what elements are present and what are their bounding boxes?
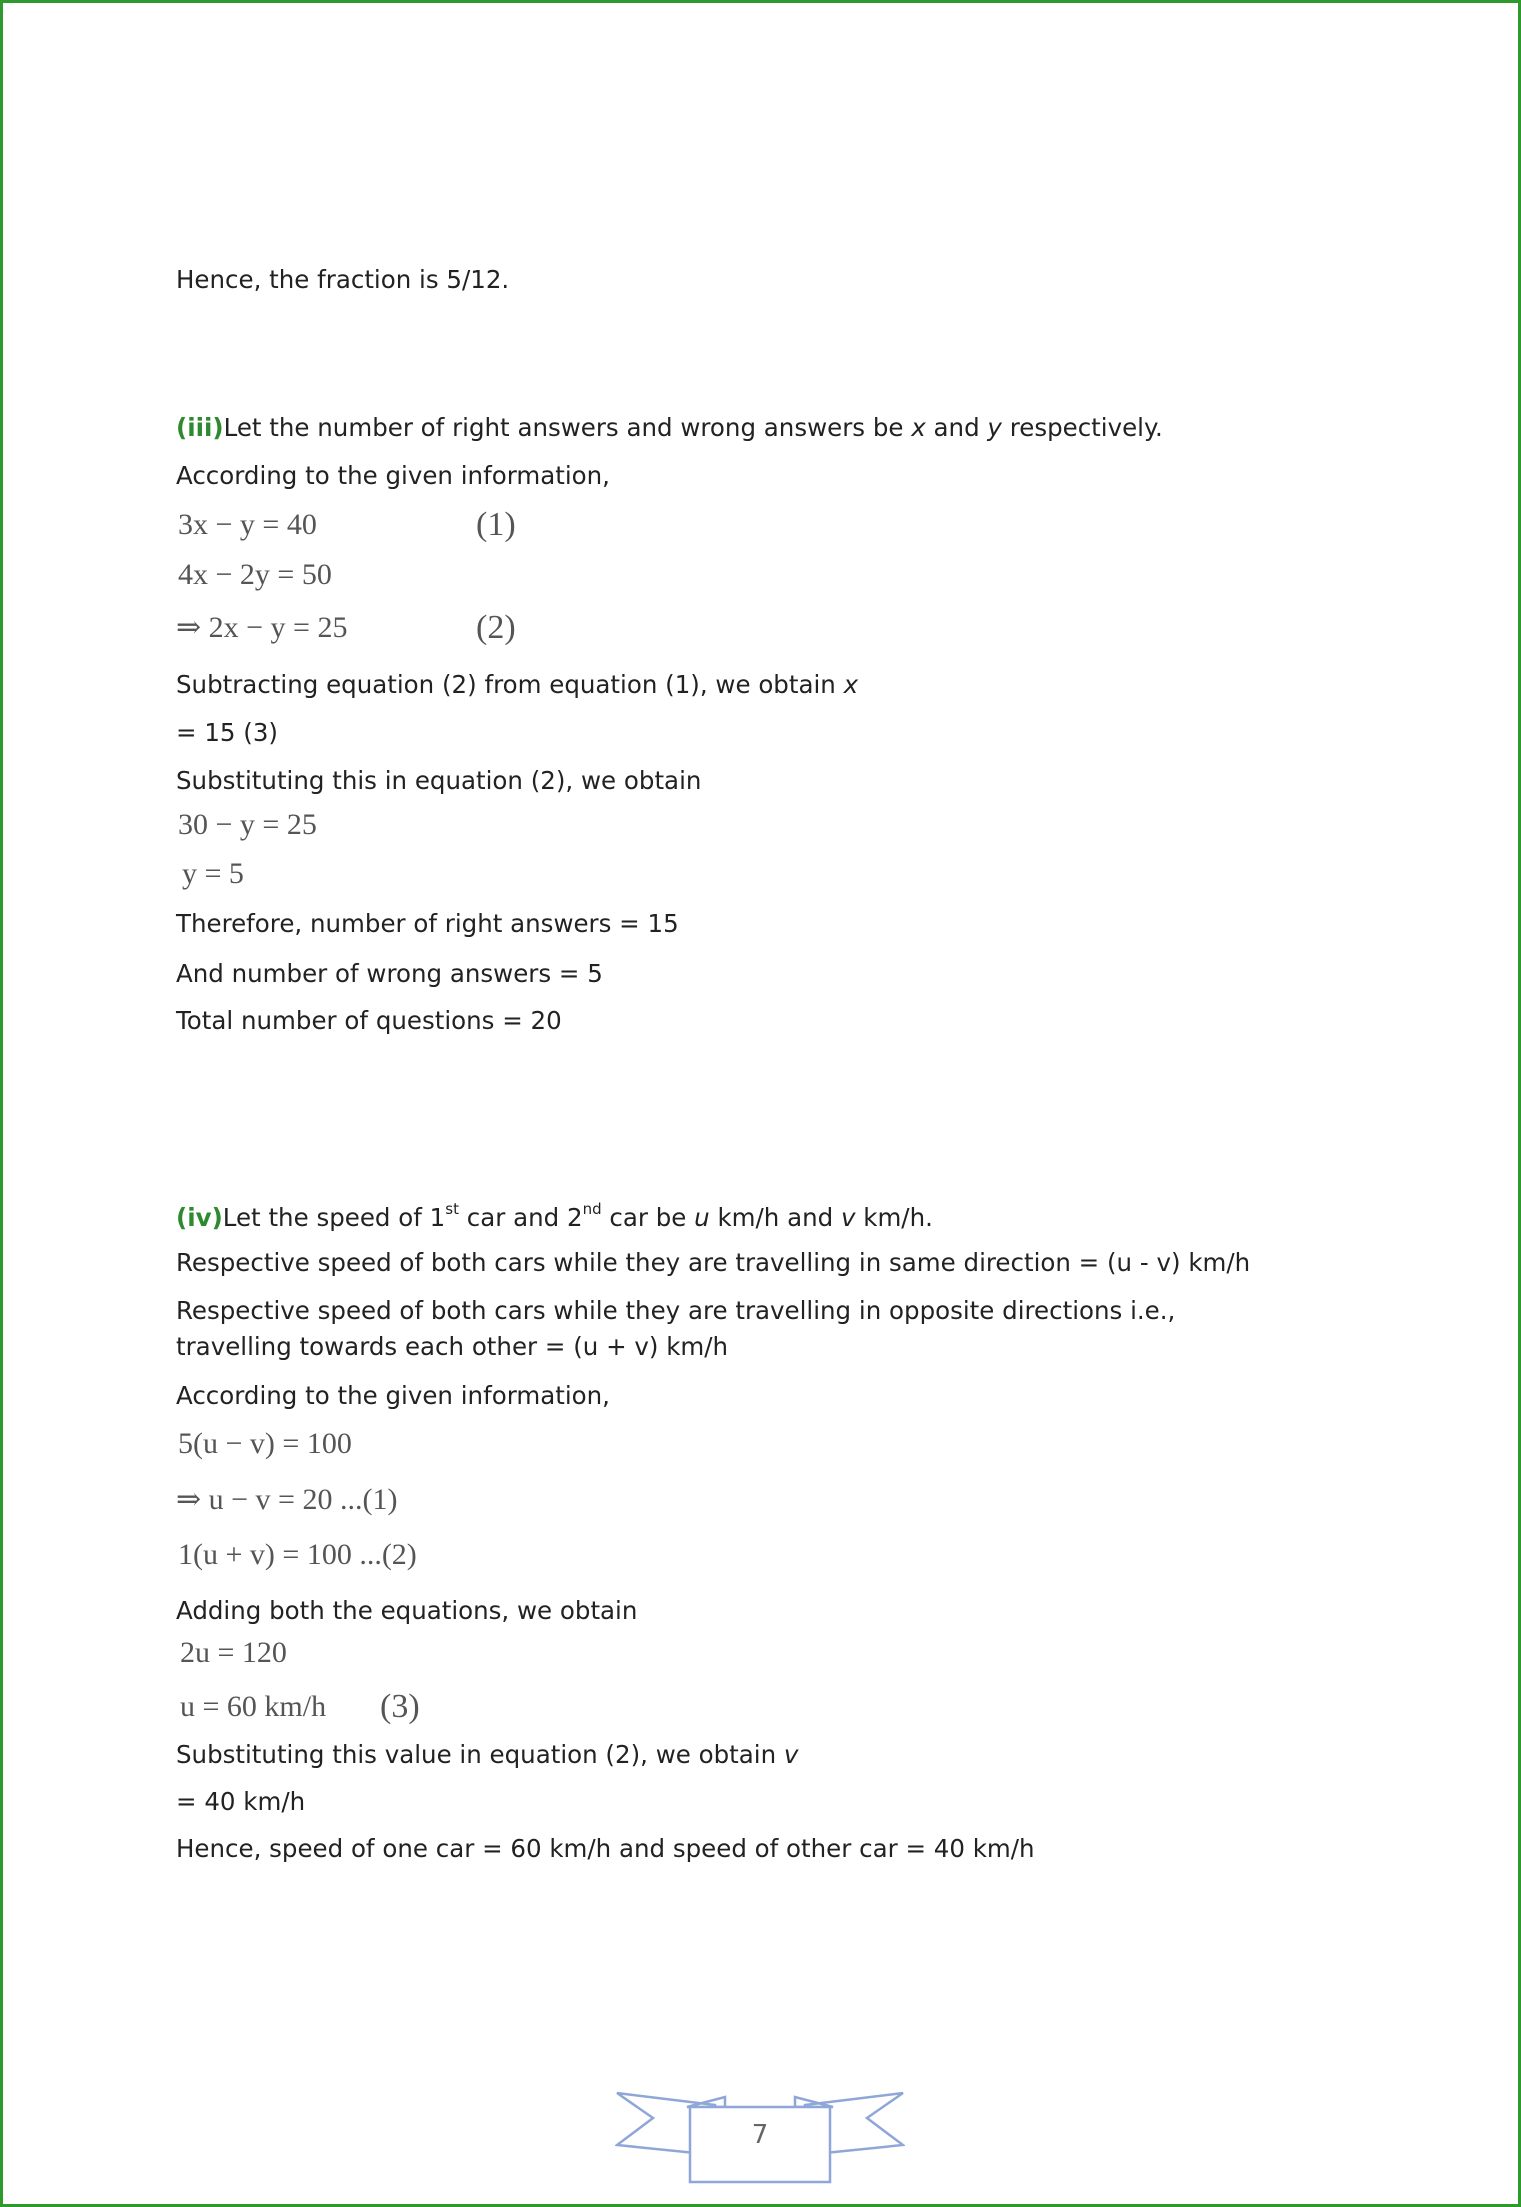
text: Substituting this value in equation (2), we obtain	[176, 1740, 784, 1769]
subtracting-text	[176, 669, 858, 701]
equation-3: ⇒ 2x − y = 25	[176, 611, 348, 644]
according-text-2: According to the given information,	[176, 1381, 610, 1410]
var-v: v	[840, 1203, 856, 1232]
text: km/h and	[709, 1203, 841, 1232]
text: Subtracting equation (2) from equation (1), we obtain	[176, 670, 844, 699]
page-number: 7	[751, 2120, 769, 2150]
equation-5: y = 5	[182, 857, 244, 890]
v-value: = 40 km/h	[176, 1787, 306, 1816]
equation-2: 4x − 2y = 50	[178, 558, 332, 591]
part-iii-label: (iii)	[176, 413, 224, 442]
fraction-conclusion: Hence, the fraction is 5/12.	[176, 265, 510, 294]
var-x: x	[843, 670, 859, 699]
part-iv-label: (iv)	[176, 1203, 223, 1232]
adding-text: Adding both the equations, we obtain	[176, 1596, 638, 1625]
right-answers: Therefore, number of right answers = 15	[176, 909, 679, 938]
text: Let the speed of 1	[222, 1203, 446, 1232]
equation-1: 3x − y = 40	[178, 508, 317, 541]
wrong-answers: And number of wrong answers = 5	[176, 959, 603, 988]
part-iv-intro	[176, 1202, 933, 1234]
text: km/h.	[855, 1203, 933, 1232]
equation-6: 5(u − v) = 100	[178, 1427, 352, 1460]
text: respectively.	[1001, 413, 1163, 442]
equation-4: 30 − y = 25	[178, 808, 317, 841]
text: Let the number of right answers and wrong answers be	[223, 413, 912, 442]
equation-3-number: (2)	[476, 609, 516, 646]
equation-10-number: (3)	[380, 1688, 420, 1725]
substituting-text: Substituting this in equation (2), we obtain	[176, 766, 702, 795]
equation-7: ⇒ u − v = 20 ...(1)	[176, 1483, 398, 1516]
final-answer: Hence, speed of one car = 60 km/h and speed of other car = 40 km/h	[176, 1834, 1035, 1863]
equation-1-number: (1)	[476, 506, 516, 543]
equation-10: u = 60 km/h	[180, 1690, 327, 1723]
superscript: nd	[582, 1200, 602, 1218]
var-y: y	[987, 413, 1002, 442]
x-value: = 15 (3)	[176, 718, 278, 747]
according-text: According to the given information,	[176, 461, 610, 490]
text: car be	[601, 1203, 695, 1232]
text: and	[925, 413, 988, 442]
same-direction-text: Respective speed of both cars while they are travelling in same direction = (u - v) km/h	[176, 1248, 1251, 1277]
superscript: st	[445, 1200, 459, 1218]
text: car and 2	[458, 1203, 583, 1232]
substituting-text-2	[176, 1739, 798, 1771]
equation-8: 1(u + v) = 100 ...(2)	[178, 1538, 417, 1571]
var-v: v	[783, 1740, 799, 1769]
opposite-direction-text: Respective speed of both cars while they are travelling in opposite directions i.e.,	[176, 1296, 1176, 1325]
total-questions: Total number of questions = 20	[176, 1006, 562, 1035]
var-x: x	[911, 413, 926, 442]
equation-9: 2u = 120	[180, 1636, 287, 1669]
opposite-direction-text-2: travelling towards each other = (u + v) km/h	[176, 1332, 729, 1361]
var-u: u	[694, 1203, 710, 1232]
part-iii-intro	[176, 412, 1163, 444]
